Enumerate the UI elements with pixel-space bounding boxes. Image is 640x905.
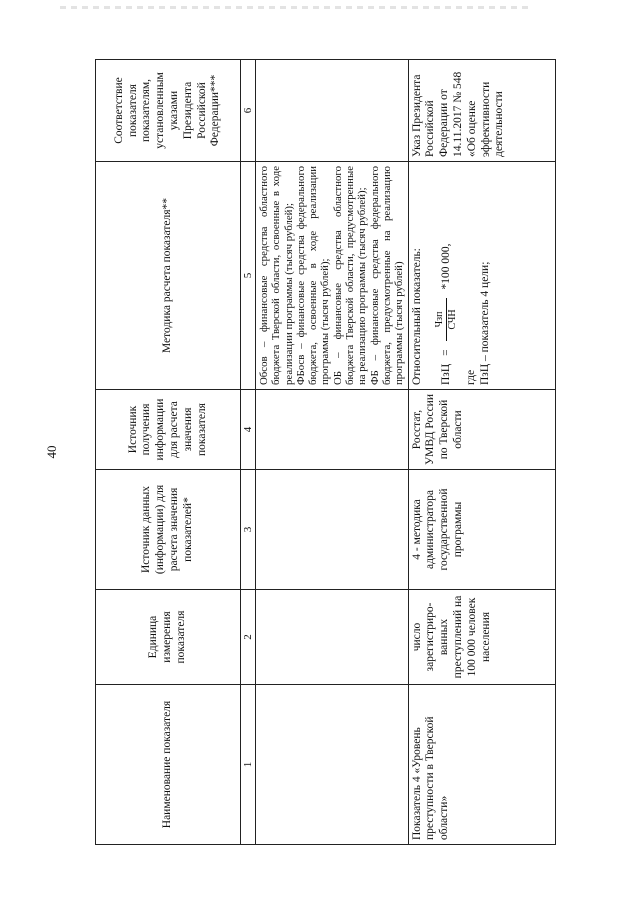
method-definition-line: Обсов – финансовые средства областного бюджета Тверской области, освоенные в ходе реализации программы (тысяч рублей); [258,166,295,385]
formula-numerator: Чзп [434,298,447,342]
header-name: Наименование показателя [96,685,241,845]
column-number: 2 [241,590,256,685]
indicator-unit: число зарегистриро-ванных преступлений на 100 000 человек населения [408,590,555,685]
continuation-method-cell [256,162,409,390]
header-decree: Соответствие показателя показателям, установленным указами Президента Российской Федерации*** [96,60,241,162]
formula-denominator: СЧН [447,309,459,330]
column-number-row [241,60,256,845]
method-definition: ПзЦ – показатель 4 цели; [479,261,492,385]
indicator-table [95,59,556,845]
method-definition-line: ФБ – финансовые средства федерального бюджета, предусмотренные на реализацию программы (тысяч рублей) [368,166,406,385]
method-definition-line: ФБосв – финансовые средства федерального бюджета, освоенные в ходе реализации программы (тысяч рублей); [294,166,332,385]
formula [434,166,459,385]
column-number: 4 [241,390,256,470]
header-unit: Единица измерения показателя [96,590,241,685]
header-info-source: Источник получения информации для расчета значения показателя [96,390,241,470]
header-method: Методика расчета показателя** [96,162,241,390]
rotated-page-content [95,60,506,845]
column-number: 6 [241,60,256,162]
column-number: 1 [241,685,256,845]
table-header-row [96,60,241,845]
method-intro: Относительный показатель: [410,248,423,385]
table-row [408,60,555,845]
header-data-source: Источник данных (информации) для расчета значения показателей* [96,470,241,590]
formula-equals: = [439,349,452,356]
column-number: 3 [241,470,256,590]
continuation-row [256,60,409,845]
formula-left: ПзЦ [439,363,452,385]
column-number: 5 [241,162,256,390]
indicator-info-source: Росстат, УМВД России по Тверской области [408,390,555,470]
formula-multiplier: *100 000, [439,243,452,290]
page-number: 40 [44,445,59,459]
indicator-decree: Указ Президента Российской Федерации от 14.11.2017 № 548 «Об оценке эффективности деятельности [408,60,555,162]
method-definition-line: ОБ – финансовые средства областного бюджета Тверской области, предусмотренные на реализацию программы (тысяч рублей); [331,166,369,385]
formula-fraction [434,298,459,342]
method-where: где [465,369,478,385]
indicator-data-source: 4 - методика администратора государственной программы [408,470,555,590]
indicator-method [408,162,555,390]
scan-artifact-line [60,6,530,9]
indicator-name: Показатель 4 «Уровень преступности в Тверской области» [408,685,555,845]
